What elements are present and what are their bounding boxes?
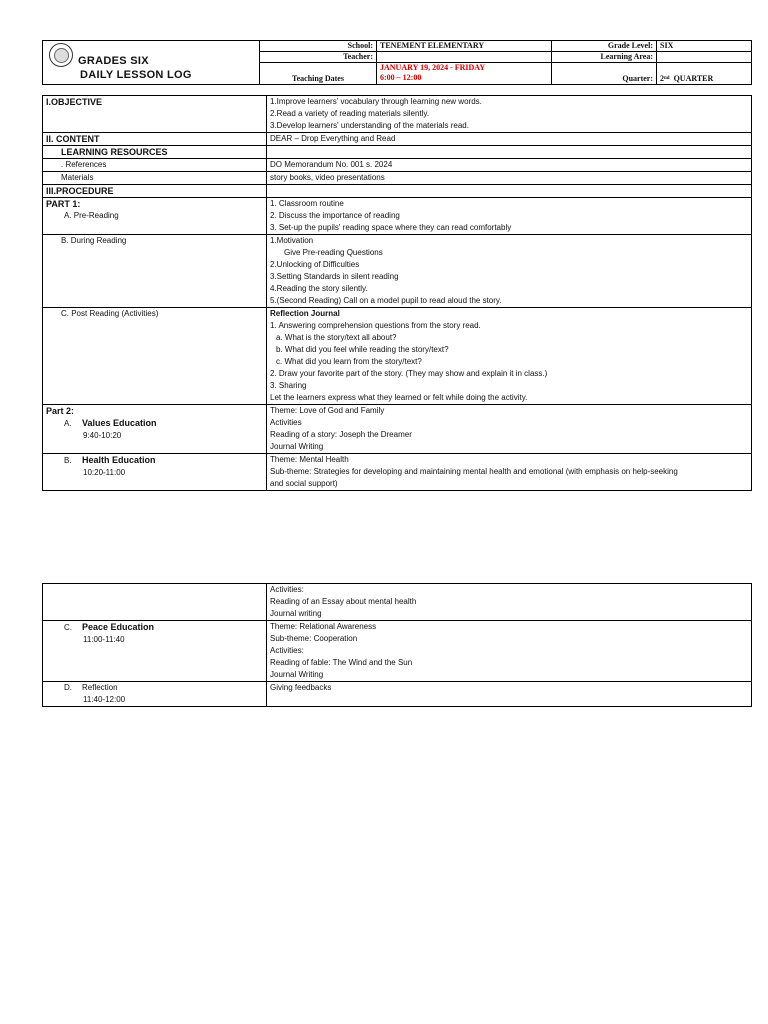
materials-label: Materials xyxy=(43,172,267,185)
learning-area-value xyxy=(657,52,752,63)
pre-reading-label: A. Pre-Reading xyxy=(64,211,119,220)
health-education-time: 10:20-11:00 xyxy=(83,468,126,477)
health-item: Theme: Mental Health xyxy=(270,455,349,464)
materials-value: story books, video presentations xyxy=(267,172,752,185)
quarter-value xyxy=(657,63,752,85)
school-value: TENEMENT ELEMENTARY xyxy=(377,41,552,52)
objective-item: 3.Develop learners' understanding of the materials read. xyxy=(270,121,469,130)
reflection-items xyxy=(267,682,752,707)
part2-label: Part 2: xyxy=(46,406,75,416)
daily-lesson-log-title: DAILY LESSON LOG xyxy=(80,69,192,81)
post-reading-item: c. What did you learn from the story/text? xyxy=(276,357,422,366)
during-reading-items xyxy=(267,235,752,308)
post-reading-item: a. What is the story/text all about? xyxy=(276,333,397,342)
lesson-log-table-continued xyxy=(42,583,752,707)
teacher-value xyxy=(377,52,552,63)
health-continued-item: Journal writing xyxy=(270,609,322,618)
during-reading-item: 1.Motivation xyxy=(270,236,314,245)
quarter-number: 2 xyxy=(660,74,664,83)
values-item: Activities xyxy=(270,418,302,427)
logo-title-cell xyxy=(43,41,260,85)
references-value: DO Memorandum No. 001 s. 2024 xyxy=(267,159,752,172)
values-letter: A. xyxy=(64,419,72,428)
post-reading-label: C. Post Reading (Activities) xyxy=(43,308,267,405)
objective-items xyxy=(267,96,752,133)
during-reading-item: Give Pre-reading Questions xyxy=(284,248,383,257)
reflection-letter: D. xyxy=(64,683,72,692)
health-continued-item: Reading of an Essay about mental health xyxy=(270,597,417,606)
during-reading-item: 2.Unlocking of Difficulties xyxy=(270,260,360,269)
peace-education-items xyxy=(267,621,752,682)
quarter-suffix: nd xyxy=(664,76,670,81)
during-reading-item: 3.Setting Standards in silent reading xyxy=(270,272,399,281)
pre-reading-items xyxy=(267,198,752,235)
procedure-title: III.PROCEDURE xyxy=(43,185,267,198)
reflection-cell xyxy=(43,682,267,707)
during-reading-item: 5.(Second Reading) Call on a model pupil to read aloud the story. xyxy=(270,296,502,305)
school-label: School: xyxy=(260,41,377,52)
peace-education-cell xyxy=(43,621,267,682)
health-item: and social support) xyxy=(270,479,338,488)
post-reading-item: 1. Answering comprehension questions from the story read. xyxy=(270,321,481,330)
pre-reading-item: 3. Set-up the pupils' reading space where they can read comfortably xyxy=(270,223,512,232)
post-reading-item: 3. Sharing xyxy=(270,381,307,390)
values-education-items xyxy=(267,405,752,454)
health-education-label: Health Education xyxy=(82,455,156,465)
grade-level-value: SIX xyxy=(657,41,752,52)
objective-item: 1.Improve learners' vocabulary through learning new words. xyxy=(270,97,482,106)
reflection-label: Reflection xyxy=(82,683,118,692)
reflection-journal-heading: Reflection Journal xyxy=(270,309,340,318)
empty-cell xyxy=(43,584,267,621)
post-reading-item: 2. Draw your favorite part of the story. (They may show and explain it in class.) xyxy=(270,369,548,378)
pre-reading-item: 1. Classroom routine xyxy=(270,199,344,208)
header-table xyxy=(42,40,752,85)
learning-area-label: Learning Area: xyxy=(552,52,657,63)
values-education-cell xyxy=(43,405,267,454)
post-reading-items xyxy=(267,308,752,405)
values-education-time: 9:40-10:20 xyxy=(83,431,122,440)
post-reading-item: b. What did you feel while reading the story/text? xyxy=(276,345,449,354)
health-continued-items xyxy=(267,584,752,621)
school-seal-icon xyxy=(49,43,73,67)
health-education-items xyxy=(267,454,752,491)
health-letter: B. xyxy=(64,456,72,465)
grade-level-label: Grade Level: xyxy=(552,41,657,52)
peace-item: Reading of fable: The Wind and the Sun xyxy=(270,658,413,667)
peace-item: Theme: Relational Awareness xyxy=(270,622,377,631)
post-reading-item: Let the learners express what they learned or felt while doing the activity. xyxy=(270,393,528,402)
peace-item: Sub-theme: Cooperation xyxy=(270,634,358,643)
peace-item: Activities: xyxy=(270,646,304,655)
grades-title: GRADES SIX xyxy=(78,55,149,67)
quarter-label: Quarter: xyxy=(552,63,657,85)
content-value: DEAR – Drop Everything and Read xyxy=(267,133,752,146)
lesson-log-table xyxy=(42,95,752,491)
part1-label: PART 1: xyxy=(46,199,81,209)
health-item: Sub-theme: Strategies for developing and maintaining mental health and emotional (with emphasis on help-seeking xyxy=(270,467,678,476)
during-reading-item: 4.Reading the story silently. xyxy=(270,284,368,293)
health-continued-item: Activities: xyxy=(270,585,304,594)
reflection-time: 11:40-12:00 xyxy=(83,695,126,704)
objective-item: 2.Read a variety of reading materials silently. xyxy=(270,109,430,118)
teacher-label: Teacher: xyxy=(260,52,377,63)
quarter-word: QUARTER xyxy=(673,74,714,83)
values-item: Journal Writing xyxy=(270,442,324,451)
values-education-label: Values Education xyxy=(82,418,157,428)
teaching-dates-label: Teaching Dates xyxy=(260,63,377,85)
objective-title: I.OBJECTIVE xyxy=(43,96,267,133)
content-title: II. CONTENT xyxy=(43,133,267,146)
time-text: 6:00 – 12:00 xyxy=(380,73,422,82)
reflection-item: Giving feedbacks xyxy=(270,683,332,692)
date-text: JANUARY 19, 2024 - FRIDAY xyxy=(380,63,486,72)
peace-education-label: Peace Education xyxy=(82,622,155,632)
pre-reading-item: 2. Discuss the importance of reading xyxy=(270,211,400,220)
peace-education-time: 11:00-11:40 xyxy=(83,635,125,644)
pre-reading-cell xyxy=(43,198,267,235)
empty-cell xyxy=(267,185,752,198)
values-item: Reading of a story: Joseph the Dreamer xyxy=(270,430,412,439)
empty-cell xyxy=(267,146,752,159)
during-reading-label: B. During Reading xyxy=(43,235,267,308)
references-label: . References xyxy=(43,159,267,172)
health-education-cell xyxy=(43,454,267,491)
values-item: Theme: Love of God and Family xyxy=(270,406,385,415)
learning-resources-title: LEARNING RESOURCES xyxy=(43,146,267,159)
teaching-dates-value xyxy=(377,63,552,85)
peace-item: Journal Writing xyxy=(270,670,324,679)
peace-letter: C. xyxy=(64,623,72,632)
